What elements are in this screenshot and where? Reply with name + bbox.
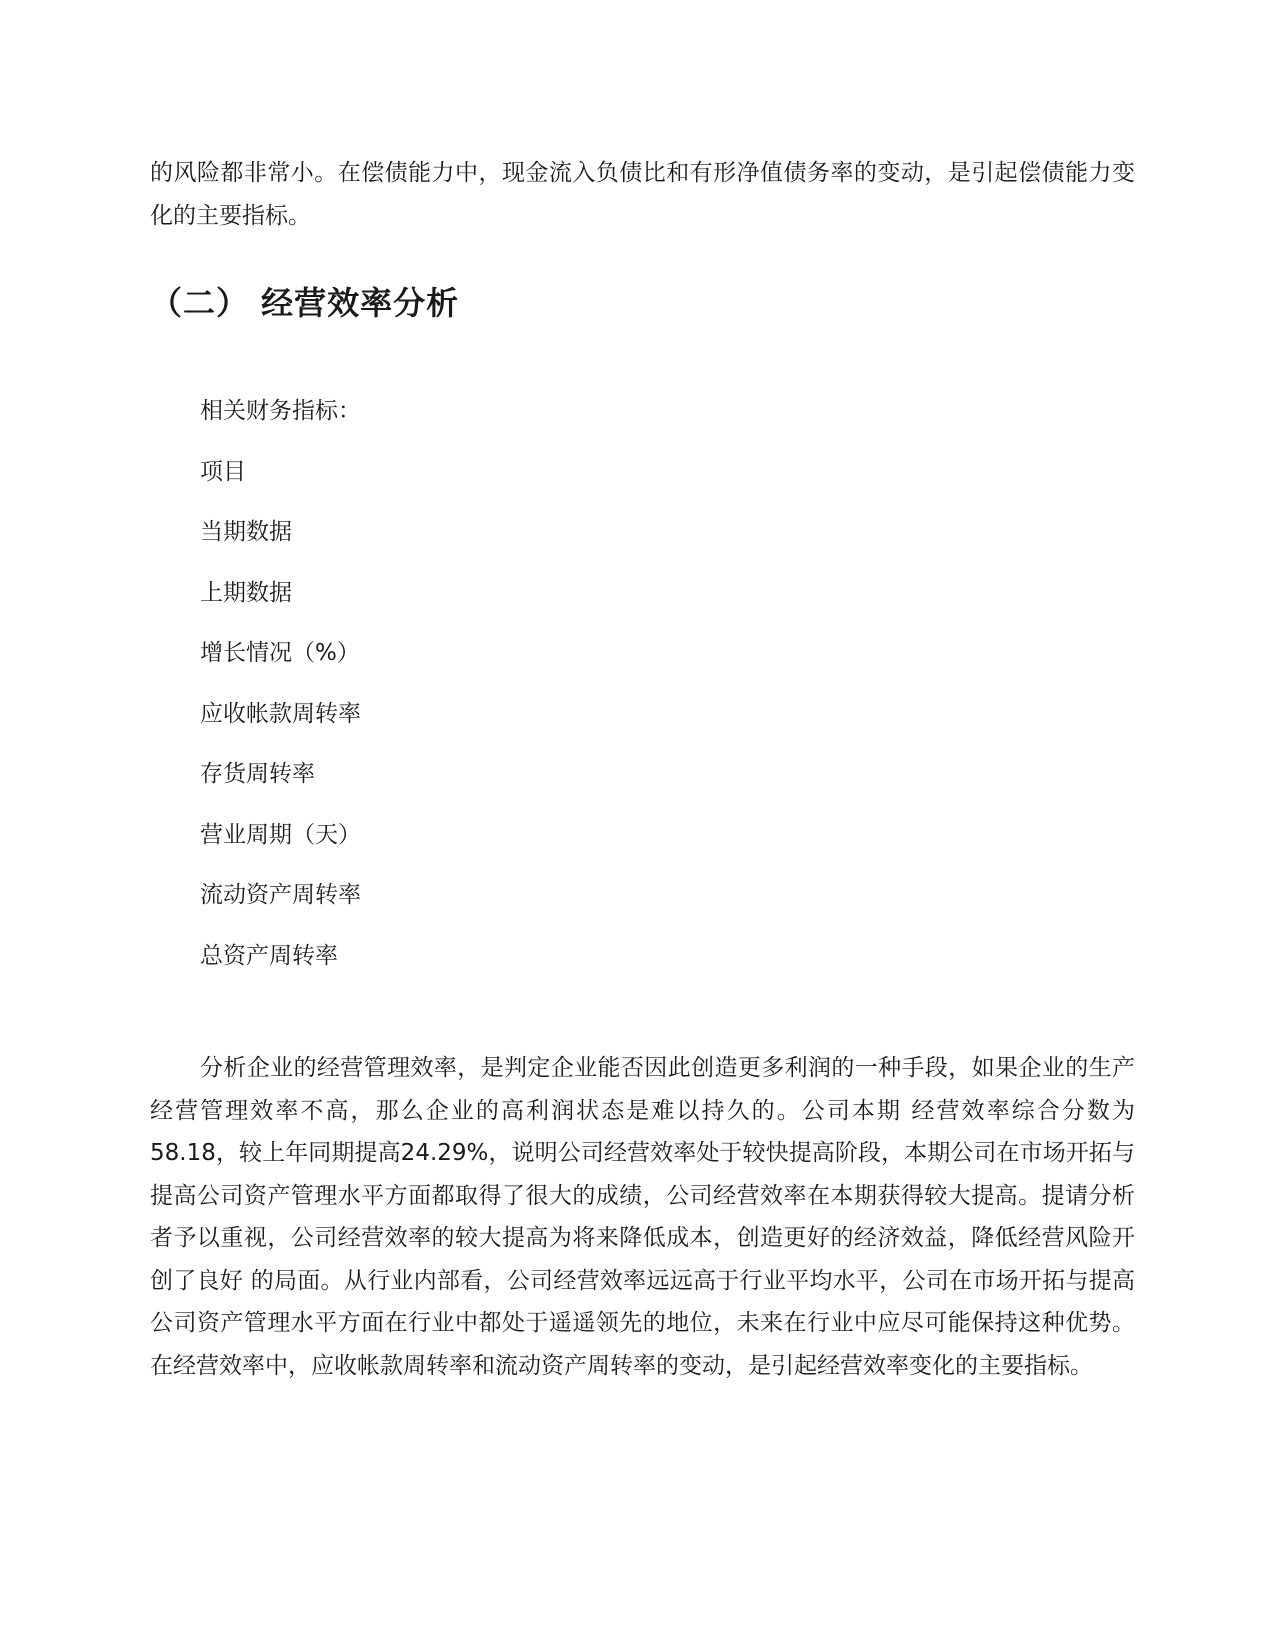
indicators-title: 相关财务指标： [200, 398, 361, 424]
intro-paragraph: 的风险都非常小。在偿债能力中，现金流入负债比和有形净值债务率的变动，是引起偿债能力变化的主要指标。 [150, 160, 1135, 229]
analysis-paragraph: 分析企业的经营管理效率，是判定企业能否因此创造更多利润的一种手段，如果企业的生产经营管理效率不高，那么企业的高利润状态是难以持久的。公司本期 经营效率综合分数为58.18，较上年同期提高24.29%，说明公司经营效率处于较快提高阶段，本期公司在市场开拓与提高公司资产管理水平方面都取得了很大的成绩，公司经营效率在本期获得较大提高。提请分析者予以重视，公司经营效率的较大提高为将来降低成本，创造更好的经济效益，降低经营风险开创了良好 的局面。从行业内部看，公司经营效率远远高于行业平均水平，公司在市场开拓与提高公司资产管理水平方面在行业中都处于遥遥领先的地位，未来在行业中应尽可能保持这种优势。在经营效率中，应收帐款周转率和流动资产周转率的变动，是引起经营效率变化的主要指标。 [150, 1055, 1135, 1379]
indicator-item-total-assets-turnover: 总资产周转率 [200, 943, 338, 969]
indicator-item-operating-cycle: 营业周期（天） [200, 822, 361, 848]
section-heading: （二） 经营效率分析 [150, 284, 460, 322]
indicator-item-growth: 增长情况（%） [200, 640, 360, 666]
indicator-item-receivables-turnover: 应收帐款周转率 [200, 701, 361, 727]
indicator-item-previous-period: 上期数据 [200, 580, 292, 606]
indicator-item-project: 项目 [200, 459, 246, 485]
indicator-item-current-assets-turnover: 流动资产周转率 [200, 882, 361, 908]
indicator-item-current-period: 当期数据 [200, 519, 292, 545]
indicator-item-inventory-turnover: 存货周转率 [200, 761, 315, 787]
